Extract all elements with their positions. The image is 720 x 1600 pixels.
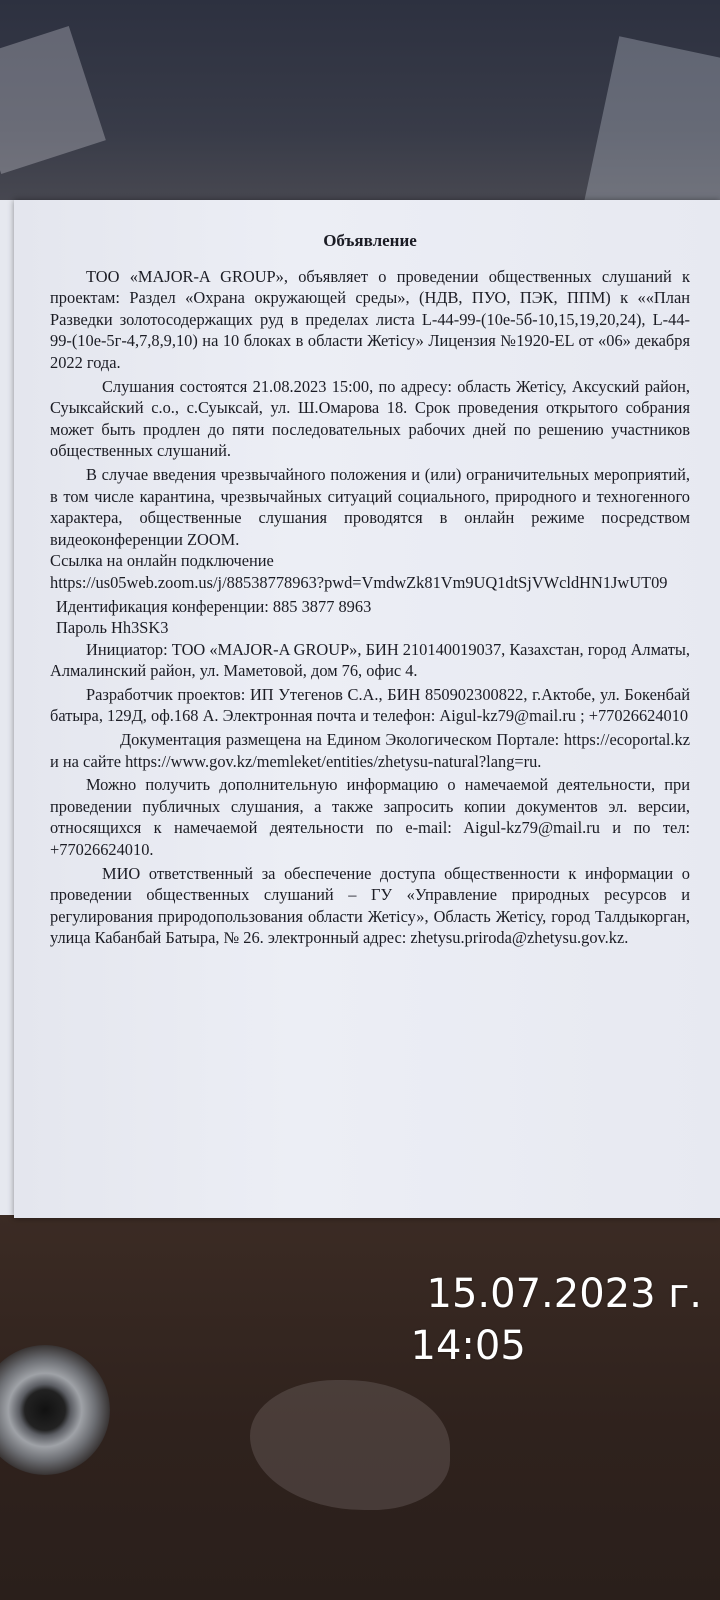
initiator: Инициатор: ТОО «MAJOR-A GROUP», БИН 210140019037, Казахстан, город Алматы, Алмалинский район, ул. Маметовой, дом 76, офис 4. <box>50 639 690 681</box>
notice-title: Объявление <box>323 231 417 250</box>
paragraph-hearings: Слушания состоятся 21.08.2023 15:00, по адресу: область Жетісу, Аксуский район, Суыксайский с.о., с.Суыксай, ул. Ш.Омарова 18. Срок проведения открытого собрания может быть продлен до пяти последовательных рабочих дней по решению участников общественных слушаний. <box>50 376 690 461</box>
conference-id: Идентификация конференции: 885 3877 8963 <box>56 596 372 616</box>
link-label: Ссылка на онлайн подключение <box>50 551 274 571</box>
timestamp-time: 14:05 <box>410 1323 526 1369</box>
timestamp-date: 15.07.2023 г. <box>426 1271 702 1317</box>
developer: Разработчик проектов: ИП Утегенов С.А., БИН 850902300822, г.Актобе, ул. Бокенбай батыра, 129Д, оф.168 А. Электронная почта и телефон: Aigul-kz79@mail.ru ; +77026624010 <box>50 684 690 726</box>
paragraph-emergency: В случае введения чрезвычайного положения и (или) ограничительных мероприятий, в том числе карантина, чрезвычайных ситуаций социального, природного и техногенного характера, общественные слушания проводятся в онлайн режиме посредством видеоконференции ZOOM. <box>50 464 690 549</box>
additional-info: Можно получить дополнительную информацию о намечаемой деятельности, при проведении публичных слушания, а также запросить копии документов эл. версии, относящихся к намечаемой деятельности по e-mail: Aigul-kz79@mail.ru и по тел: +77026624010. <box>50 775 690 860</box>
photo-timestamp <box>410 1268 702 1372</box>
paragraph-announcement: ТОО «MAJOR-A GROUP», объявляет о проведении общественных слушаний к проектам: Раздел «Охрана окружающей среды», (НДВ, ПУО, ПЭК, ППМ) к ««План Разведки золотосодержащих руд в пределах листа L-44-99-(10е-5б-10,15,19,20,24), L-44-99-(10е-5г-4,7,8,9,10) на 10 блоках в области Жетісу» Лицензия №1920-EL от «06» декабря 2022 года. <box>50 266 690 372</box>
documentation: Документация размещена на Едином Экологическом Портале: https://ecoportal.kz и на сайте https://www.gov.kz/memleket/entities/zhetysu-natural?lang=ru. <box>50 730 690 771</box>
notice-document <box>50 230 690 949</box>
zoom-link: https://us05web.zoom.us/j/88538778963?pwd=VmdwZk81Vm9UQ1dtSjVWcldHN1JwUT09 <box>50 572 668 592</box>
conference-password: Пароль Hh3SK3 <box>56 618 169 638</box>
mio-responsible: МИО ответственный за обеспечение доступа общественности к информации о проведении общественных слушаний – ГУ «Управление природных ресурсов и регулирования природопользования области Жетісу», Область Жетісу, город Талдыкорган, улица Кабанбай Батыра, № 26. электронный адрес: zhetysu.priroda@zhetysu.gov.kz. <box>50 863 690 948</box>
